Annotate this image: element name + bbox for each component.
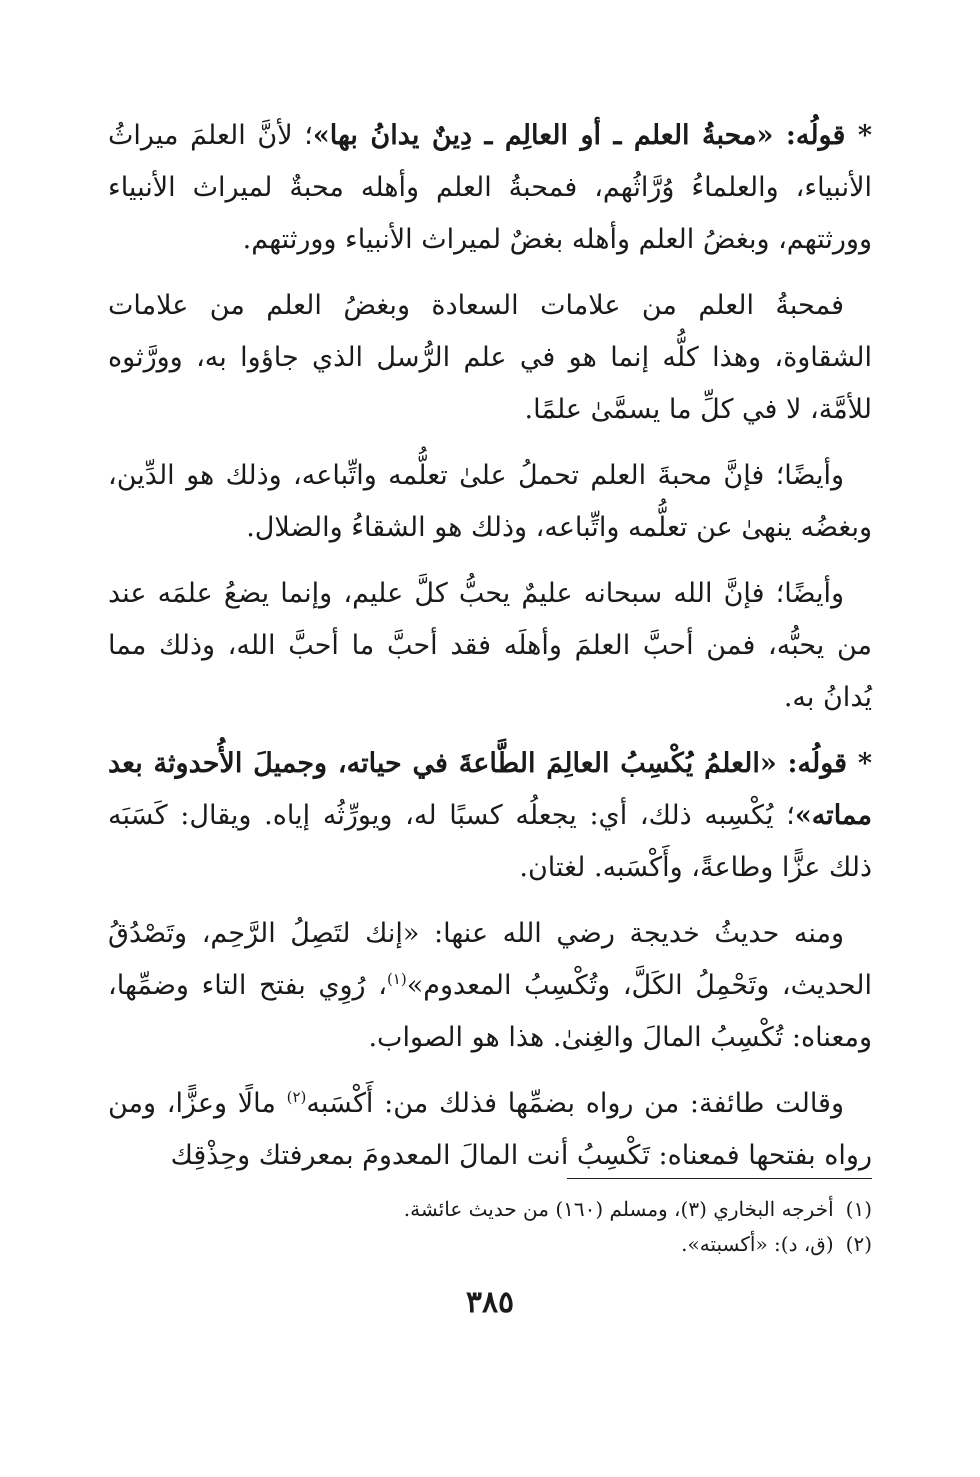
footnote-divider: [567, 1178, 872, 1179]
footnote-1: [108, 1192, 872, 1227]
footnote-number: (٢): [845, 1232, 872, 1256]
footnote-ref-2[interactable]: (٢): [286, 1088, 307, 1106]
footnote-2: [108, 1227, 872, 1262]
page-number: ٣٨٥: [465, 1285, 515, 1320]
paragraph-text: ؛ يُكْسِبه ذلك، أي: يجعلُه كسبًا له، ويورِّثُه إياه. ويقال: كَسَبَه ذلك عزًّا وطاعةً، وأَكْسَبه. لغتان.: [108, 800, 872, 883]
footnote-text: (ق، د): «أكسبته».: [681, 1232, 834, 1256]
paragraph-5: [108, 738, 872, 894]
footnote-number: (١): [845, 1197, 872, 1221]
footnotes: [108, 1192, 872, 1262]
paragraph-text: ؛ لأنَّ العلمَ ميراثُ الأنبياء، والعلماءُ وُرَّاثُهم، فمحبةُ العلم وأهله محبةٌ لميراث الأنبياء وورثتهم، وبغضُ العلم وأهله بغضٌ لميراث الأنبياء وورثتهم.: [108, 120, 872, 255]
paragraph-6: [108, 908, 872, 1064]
paragraph-4: [108, 568, 872, 724]
paragraph-text: وأيضًا؛ فإنَّ الله سبحانه عليمٌ يحبُّ كلَّ عليم، وإنما يضعُ علمَه عند من يحبُّه، فمن أحبَّ العلمَ وأهلَه فقد أحبَّ ما أحبَّ الله، وذلك مما يُدانُ به.: [108, 578, 872, 713]
paragraph-2: [108, 280, 872, 436]
paragraph-text: فمحبةُ العلم من علامات السعادة وبغضُ العلم من علامات الشقاوة، وهذا كلُّه إنما هو في علم الرُّسل الذي جاؤوا به، وورَّثوه للأمَّة، لا في كلِّ ما يسمَّىٰ علمًا.: [108, 290, 872, 425]
paragraph-1: [108, 110, 872, 266]
footnote-ref-1[interactable]: (١): [386, 970, 407, 988]
paragraph-text: ، رُوِي بفتح التاء وضمِّها، ومعناه: تُكْسِبُ المالَ والغِنىٰ. هذا هو الصواب.: [108, 970, 872, 1053]
paragraph-text: ومنه حديثُ خديجة رضي الله عنها: «إنك لتَصِلُ الرَّحِم، وتَصْدُقُ الحديث، وتَحْمِلُ الكَلَّ، وتُكْسِبُ المعدوم»: [108, 918, 872, 1001]
quoted-heading: * قولُه: «العلمُ يُكْسِبُ العالِمَ الطَّاعةَ في حياته، وجميلَ الأُحدوثة بعد مماته»: [108, 748, 872, 831]
footnote-text: أخرجه البخاري (٣)، ومسلم (١٦٠) من حديث عائشة.: [403, 1197, 834, 1221]
paragraph-3: [108, 450, 872, 554]
paragraph-7: [108, 1078, 872, 1182]
quoted-heading: * قولُه: «محبةُ العلم ـ أو العالِم ـ دِينٌ يدانُ بها»: [312, 120, 872, 151]
paragraph-text: مالًا وعزًّا، ومن رواه بفتحها فمعناه: تَكْسِبُ أنت المالَ المعدومَ بمعرفتك وحِذْقِك: [108, 1088, 872, 1171]
paragraph-text: وقالت طائفة: من رواه بضمِّها فذلك من: أَكْسَبه: [306, 1088, 844, 1119]
paragraph-text: وأيضًا؛ فإنَّ محبةَ العلم تحملُ علىٰ تعلُّمه واتِّباعه، وذلك هو الدِّين، وبغضُه ينهىٰ عن تعلُّمه واتِّباعه، وذلك هو الشقاءُ والضلال.: [108, 460, 872, 543]
main-text: [108, 110, 872, 1182]
